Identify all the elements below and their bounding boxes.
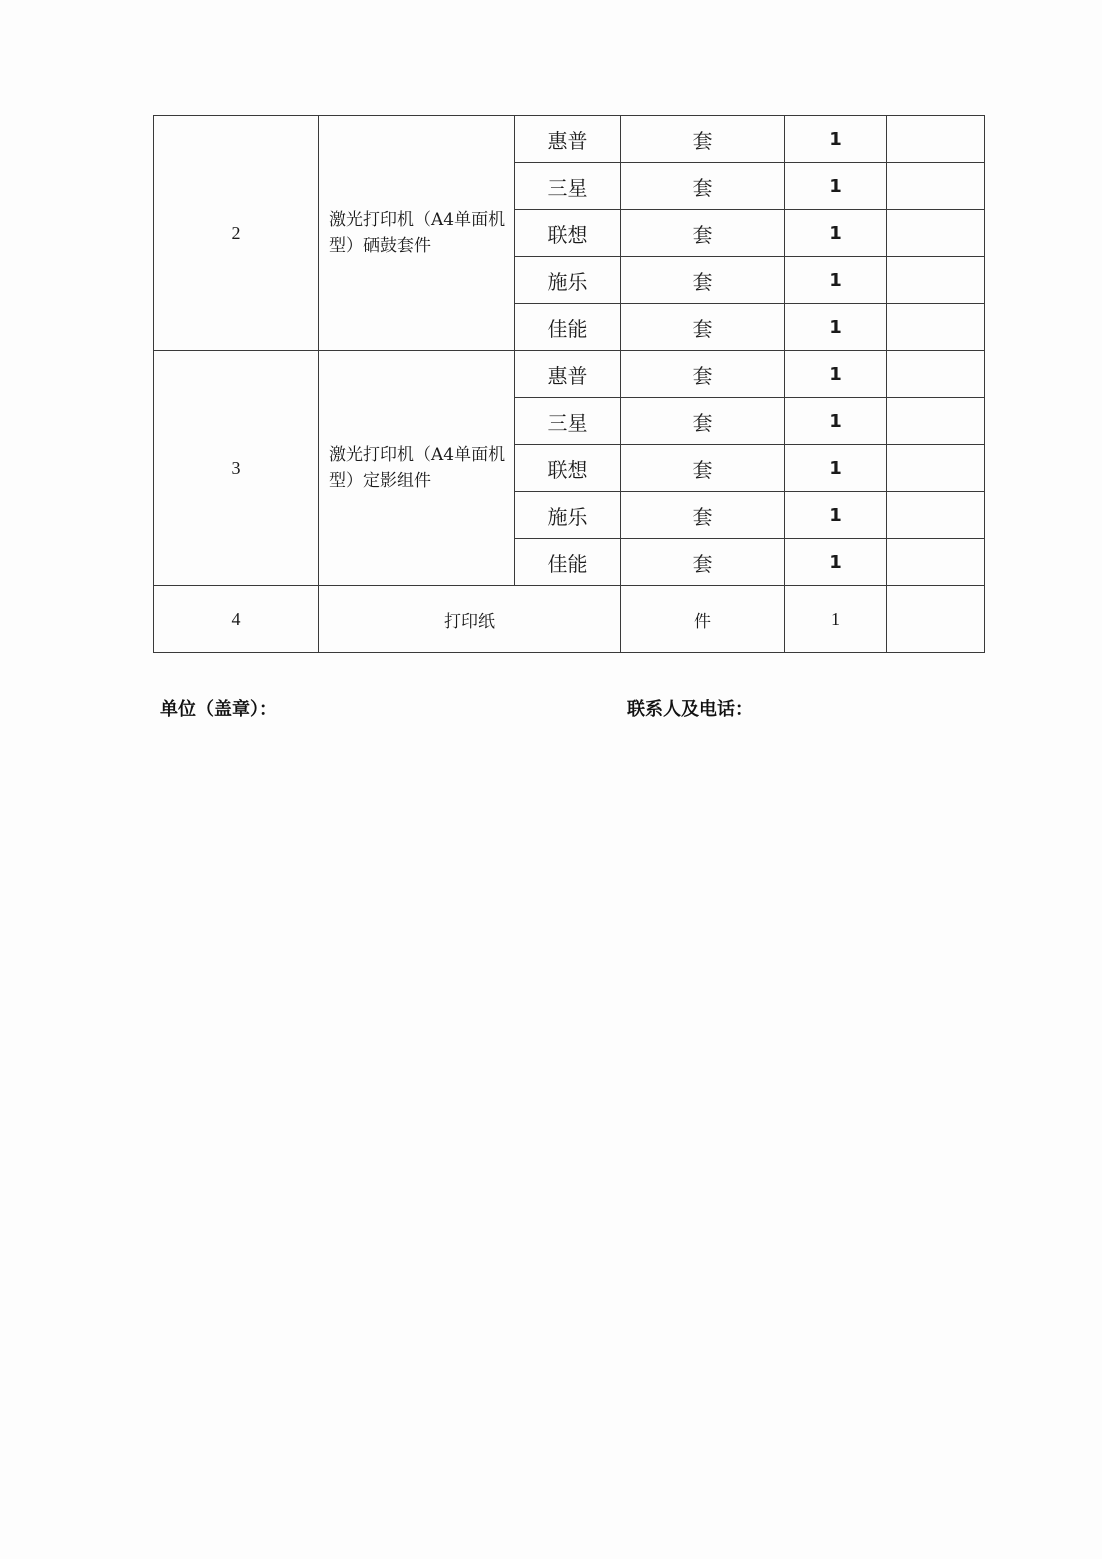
brand-cell: 施乐 xyxy=(515,492,621,539)
unit-cell: 套 xyxy=(621,398,785,445)
remark-cell xyxy=(887,586,985,653)
table-row xyxy=(154,586,985,653)
unit-cell: 套 xyxy=(621,351,785,398)
quantity-cell: 1 xyxy=(785,257,887,304)
item-number: 2 xyxy=(154,116,319,351)
brand-cell: 联想 xyxy=(515,445,621,492)
item-name: 打印纸 xyxy=(319,586,621,653)
item-number: 3 xyxy=(154,351,319,586)
quantity-cell: 1 xyxy=(785,116,887,163)
unit-cell: 套 xyxy=(621,445,785,492)
unit-cell: 套 xyxy=(621,210,785,257)
remark-cell xyxy=(887,351,985,398)
remark-cell xyxy=(887,210,985,257)
quantity-cell: 1 xyxy=(785,492,887,539)
items-table xyxy=(153,115,985,653)
unit-cell: 套 xyxy=(621,116,785,163)
quantity-cell: 1 xyxy=(785,398,887,445)
remark-cell xyxy=(887,492,985,539)
quantity-cell: 1 xyxy=(785,445,887,492)
unit-cell: 套 xyxy=(621,257,785,304)
unit-cell: 套 xyxy=(621,539,785,586)
remark-cell xyxy=(887,163,985,210)
brand-cell: 惠普 xyxy=(515,351,621,398)
brand-cell: 三星 xyxy=(515,398,621,445)
remark-cell xyxy=(887,304,985,351)
item-name: 激光打印机（A4单面机型）硒鼓套件 xyxy=(319,116,515,351)
remark-cell xyxy=(887,445,985,492)
quantity-cell: 1 xyxy=(785,539,887,586)
brand-cell: 联想 xyxy=(515,210,621,257)
unit-cell: 套 xyxy=(621,304,785,351)
item-name: 激光打印机（A4单面机型）定影组件 xyxy=(319,351,515,586)
brand-cell: 佳能 xyxy=(515,304,621,351)
brand-cell: 施乐 xyxy=(515,257,621,304)
remark-cell xyxy=(887,257,985,304)
table-row xyxy=(154,351,985,398)
unit-cell: 件 xyxy=(621,586,785,653)
quantity-cell: 1 xyxy=(785,163,887,210)
remark-cell xyxy=(887,398,985,445)
quantity-cell: 1 xyxy=(785,304,887,351)
quantity-cell: 1 xyxy=(785,351,887,398)
unit-cell: 套 xyxy=(621,492,785,539)
remark-cell xyxy=(887,116,985,163)
brand-cell: 惠普 xyxy=(515,116,621,163)
item-number: 4 xyxy=(154,586,319,653)
table-row xyxy=(154,116,985,163)
contact-phone-label: 联系人及电话： xyxy=(627,699,753,720)
brand-cell: 佳能 xyxy=(515,539,621,586)
quantity-cell: 1 xyxy=(785,586,887,653)
unit-stamp-label: 单位（盖章）： xyxy=(160,699,277,720)
brand-cell: 三星 xyxy=(515,163,621,210)
unit-cell: 套 xyxy=(621,163,785,210)
remark-cell xyxy=(887,539,985,586)
quantity-cell: 1 xyxy=(785,210,887,257)
